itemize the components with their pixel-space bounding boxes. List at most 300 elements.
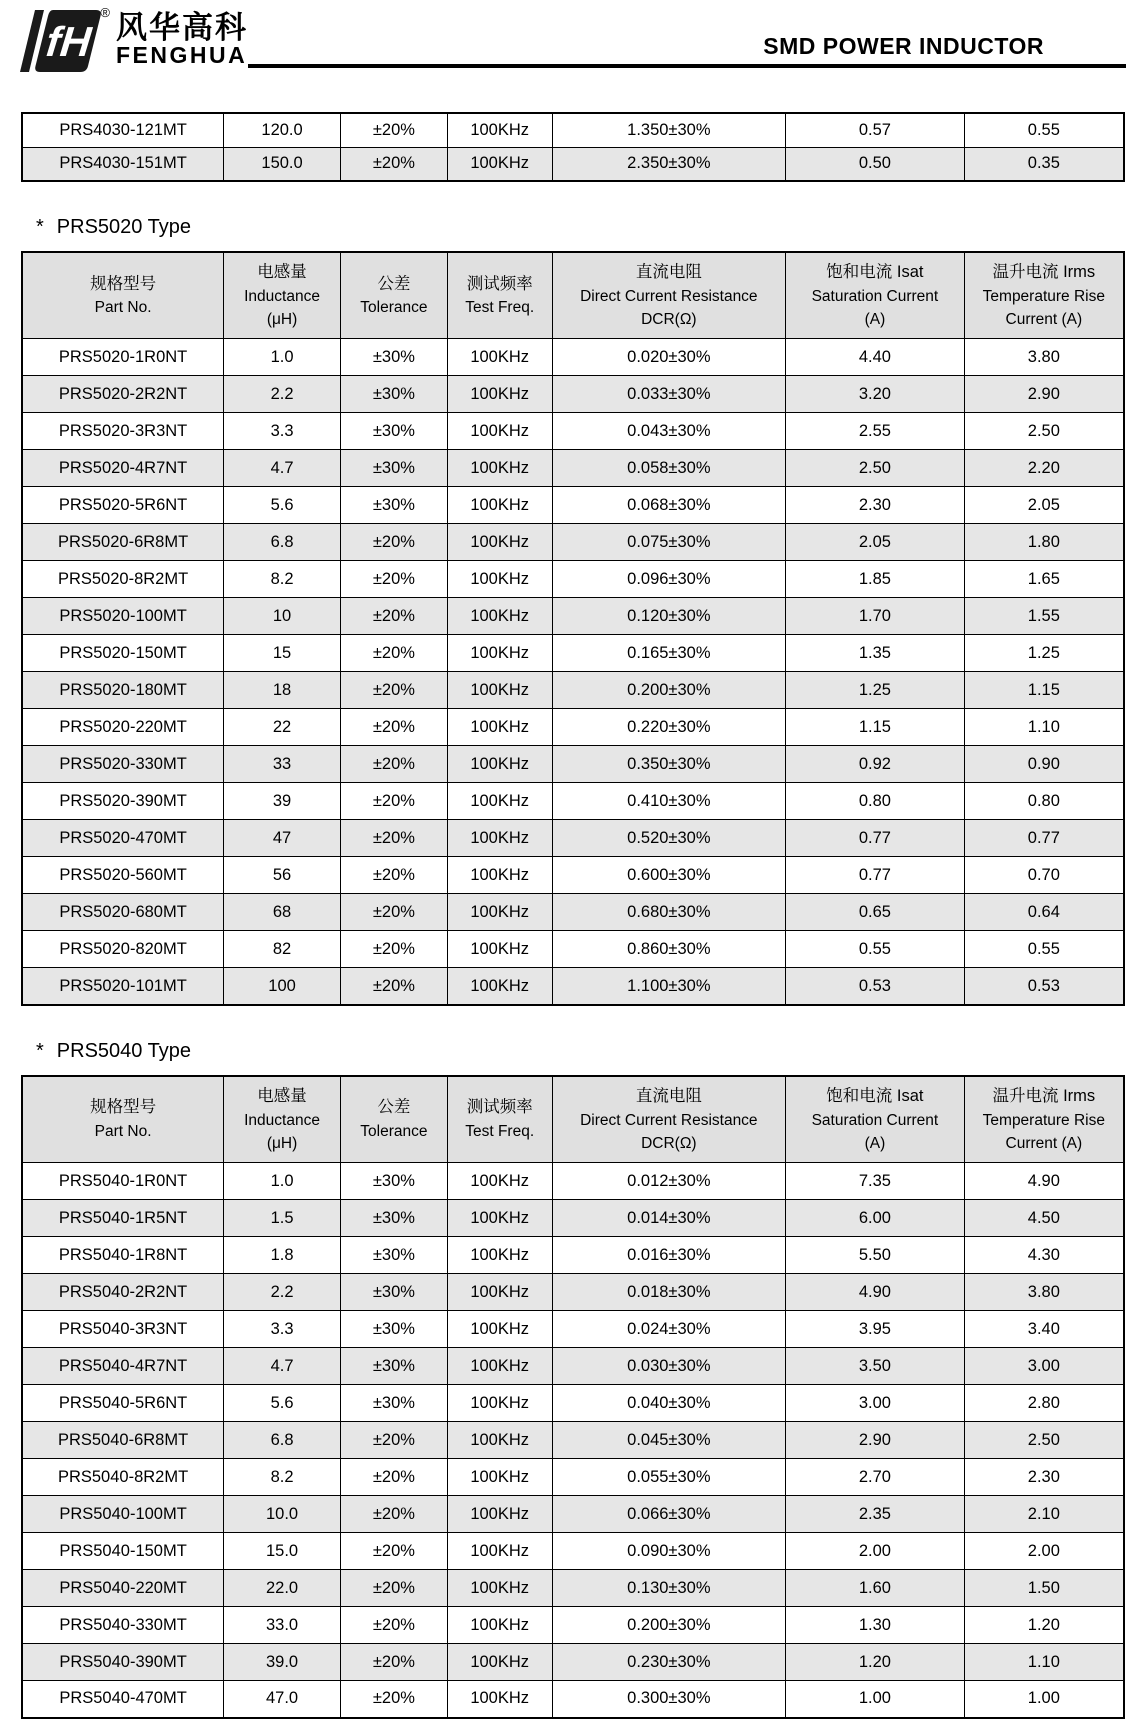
table-cell: 3.00 [786, 1385, 965, 1422]
table-cell: PRS5020-680MT [22, 894, 224, 931]
table-row [22, 147, 1124, 181]
table-cell: 3.80 [964, 1274, 1124, 1311]
table-cell: PRS4030-121MT [22, 113, 224, 147]
table-cell: 1.60 [786, 1570, 965, 1607]
table-row [22, 376, 1124, 413]
column-header-line: 公差 [377, 1098, 411, 1117]
table-cell: 2.70 [786, 1459, 965, 1496]
table-body [22, 1163, 1124, 1718]
table-cell: ±20% [340, 1422, 447, 1459]
table-cell: 15 [224, 635, 341, 672]
table-cell: 0.165±30% [552, 635, 786, 672]
table-cell: 100KHz [447, 746, 552, 783]
table-cell: PRS5040-8R2MT [22, 1459, 224, 1496]
table-cell: 0.35 [964, 147, 1124, 181]
table-cell: 0.068±30% [552, 487, 786, 524]
table-head [22, 1076, 1124, 1163]
column-header-line: Inductance [244, 1111, 320, 1129]
table-cell: 0.016±30% [552, 1237, 786, 1274]
table-cell: 39 [224, 783, 341, 820]
table-cell: 68 [224, 894, 341, 931]
table-cell: PRS5020-3R3NT [22, 413, 224, 450]
table-cell: 100KHz [447, 413, 552, 450]
table-cell: PRS5020-560MT [22, 857, 224, 894]
table-cell: 3.20 [786, 376, 965, 413]
table-cell: 1.30 [786, 1607, 965, 1644]
table-cell: 8.2 [224, 1459, 341, 1496]
table-row [22, 931, 1124, 968]
table-cell: 4.90 [964, 1163, 1124, 1200]
table-cell: 2.05 [964, 487, 1124, 524]
table-cell: 1.00 [786, 1681, 965, 1718]
table-cell: ±20% [340, 561, 447, 598]
table-cell: ±30% [340, 1163, 447, 1200]
table-cell: 100KHz [447, 1533, 552, 1570]
table-cell: 2.30 [964, 1459, 1124, 1496]
table-cell: ±20% [340, 635, 447, 672]
table-cell: ±30% [340, 1200, 447, 1237]
table-cell: PRS5040-1R0NT [22, 1163, 224, 1200]
table-header-row [22, 252, 1124, 339]
table-cell: PRS5020-220MT [22, 709, 224, 746]
table-cell: 1.100±30% [552, 968, 786, 1005]
table-cell: 4.90 [786, 1274, 965, 1311]
header-rule [248, 10, 1126, 68]
table-cell: 5.6 [224, 487, 341, 524]
table-cell: 0.066±30% [552, 1496, 786, 1533]
table-cell: ±20% [340, 857, 447, 894]
table-cell: 1.20 [786, 1644, 965, 1681]
table-cell: ±20% [340, 1644, 447, 1681]
page-header [0, 0, 1146, 100]
table-cell: ±20% [340, 1570, 447, 1607]
table-cell: PRS5020-8R2MT [22, 561, 224, 598]
table-cell: PRS5020-330MT [22, 746, 224, 783]
table-cell: ±20% [340, 894, 447, 931]
table-cell: ±30% [340, 1385, 447, 1422]
table-cell: 0.55 [786, 931, 965, 968]
table-cell: 0.350±30% [552, 746, 786, 783]
section-title: PRS5020 Type [56, 216, 191, 238]
table-row [22, 487, 1124, 524]
table-cell: 10.0 [224, 1496, 341, 1533]
table-cell: ±20% [340, 598, 447, 635]
column-header-line: Temperature Rise [982, 1111, 1105, 1129]
table-body [22, 113, 1124, 181]
table-cell: 56 [224, 857, 341, 894]
column-header [22, 1076, 224, 1163]
table-cell: 0.860±30% [552, 931, 786, 968]
table-row [22, 820, 1124, 857]
table-cell: 2.10 [964, 1496, 1124, 1533]
table-cell: 100KHz [447, 894, 552, 931]
table-cell: 100KHz [447, 820, 552, 857]
column-header [964, 1076, 1124, 1163]
table-cell: 3.40 [964, 1311, 1124, 1348]
table-cell: 2.55 [786, 413, 965, 450]
table-cell: PRS5040-1R5NT [22, 1200, 224, 1237]
column-header-line: DCR(Ω) [641, 311, 697, 328]
column-header [22, 252, 224, 339]
table-row [22, 1644, 1124, 1681]
prs5020-table [21, 251, 1125, 1006]
table-cell: 0.50 [786, 147, 965, 181]
table-row [22, 524, 1124, 561]
table-cell: 0.045±30% [552, 1422, 786, 1459]
table-row [22, 968, 1124, 1005]
table-cell: 150.0 [224, 147, 341, 181]
table-cell: PRS5020-1R0NT [22, 339, 224, 376]
table-cell: ±20% [340, 1681, 447, 1718]
table-cell: PRS5040-150MT [22, 1533, 224, 1570]
table-cell: 1.80 [964, 524, 1124, 561]
table-cell: 4.50 [964, 1200, 1124, 1237]
section-marker: * [36, 1039, 44, 1062]
table-cell: 3.95 [786, 1311, 965, 1348]
table-cell: 0.70 [964, 857, 1124, 894]
table-row [22, 1607, 1124, 1644]
table-cell: PRS5040-5R6NT [22, 1385, 224, 1422]
table-cell: PRS5020-150MT [22, 635, 224, 672]
table-cell: 15.0 [224, 1533, 341, 1570]
column-header-line: 饱和电流 Isat [826, 1086, 924, 1105]
column-header [552, 1076, 786, 1163]
table-cell: 1.65 [964, 561, 1124, 598]
table-cell: 100KHz [447, 1163, 552, 1200]
table-cell: PRS5040-330MT [22, 1607, 224, 1644]
table-cell: 0.77 [786, 857, 965, 894]
table-cell: 7.35 [786, 1163, 965, 1200]
table-row [22, 561, 1124, 598]
table-cell: PRS5020-470MT [22, 820, 224, 857]
column-header-line: DCR(Ω) [641, 1134, 697, 1152]
table-cell: ±20% [340, 746, 447, 783]
table-cell: 100KHz [447, 635, 552, 672]
column-header [340, 1076, 447, 1163]
table-cell: 0.220±30% [552, 709, 786, 746]
table-cell: 2.350±30% [552, 147, 786, 181]
table-row [22, 1533, 1124, 1570]
table-head [22, 252, 1124, 339]
table-cell: 0.80 [964, 783, 1124, 820]
table-cell: PRS4030-151MT [22, 147, 224, 181]
table-cell: 4.7 [224, 1348, 341, 1385]
table-cell: 8.2 [224, 561, 341, 598]
column-header-line: 饱和电流 Isat [826, 263, 924, 281]
table-cell: 6.00 [786, 1200, 965, 1237]
table-cell: 0.57 [786, 113, 965, 147]
table-cell: 1.5 [224, 1200, 341, 1237]
column-header [447, 1076, 552, 1163]
table-cell: 100KHz [447, 1607, 552, 1644]
fenghua-logo-icon [20, 5, 110, 72]
column-header-line: 电感量 [257, 1086, 307, 1105]
column-header-line: 公差 [377, 274, 411, 293]
table-cell: ±20% [340, 931, 447, 968]
table-cell: PRS5040-6R8MT [22, 1422, 224, 1459]
table-cell: 1.25 [964, 635, 1124, 672]
table-cell: 100KHz [447, 1311, 552, 1348]
table-cell: ±20% [340, 783, 447, 820]
column-header-line: (A) [864, 311, 886, 328]
table-cell: PRS5040-220MT [22, 1570, 224, 1607]
table-cell: 2.50 [964, 413, 1124, 450]
table-cell: 0.020±30% [552, 339, 786, 376]
table-cell: 2.05 [786, 524, 965, 561]
table-cell: 1.85 [786, 561, 965, 598]
table-row [22, 1681, 1124, 1718]
column-header [224, 252, 341, 339]
section-title: PRS5040 Type [56, 1039, 191, 1062]
column-header-line: 直流电阻 [635, 263, 702, 281]
table-cell: PRS5020-6R8MT [22, 524, 224, 561]
table-row [22, 113, 1124, 147]
table-cell: 100KHz [447, 1422, 552, 1459]
table-cell: 100KHz [447, 1459, 552, 1496]
table-row [22, 857, 1124, 894]
table-cell: 0.65 [786, 894, 965, 931]
table-row [22, 1348, 1124, 1385]
table-cell: 0.230±30% [552, 1644, 786, 1681]
table-body [22, 339, 1124, 1005]
table-cell: 5.6 [224, 1385, 341, 1422]
table-cell: 3.80 [964, 339, 1124, 376]
table-cell: 0.92 [786, 746, 965, 783]
column-header-line: Saturation Current [811, 287, 939, 305]
column-header-line: Test Freq. [465, 1123, 535, 1141]
table-cell: PRS5020-5R6NT [22, 487, 224, 524]
table-cell: 0.058±30% [552, 450, 786, 487]
column-header-line: Temperature Rise [982, 287, 1105, 305]
table-cell: 39.0 [224, 1644, 341, 1681]
table-cell: 2.20 [964, 450, 1124, 487]
table-cell: 0.012±30% [552, 1163, 786, 1200]
table-cell: 33 [224, 746, 341, 783]
table-cell: 0.53 [964, 968, 1124, 1005]
column-header-line: Saturation Current [811, 1111, 939, 1129]
table-row [22, 783, 1124, 820]
table-cell: 1.0 [224, 1163, 341, 1200]
table-cell: ±30% [340, 1348, 447, 1385]
brand-text [116, 10, 248, 68]
table-cell: 4.30 [964, 1237, 1124, 1274]
table-cell: 2.90 [964, 376, 1124, 413]
column-header-line: (A) [864, 1134, 886, 1152]
section-heading-prs5040 [36, 1040, 1146, 1063]
table-cell: ±30% [340, 1311, 447, 1348]
table-cell: 6.8 [224, 1422, 341, 1459]
table-cell: ±20% [340, 1496, 447, 1533]
brand-name-en: FENGHUA [116, 42, 248, 68]
table-cell: 2.30 [786, 487, 965, 524]
table-cell: 1.25 [786, 672, 965, 709]
table-cell: ±20% [340, 1459, 447, 1496]
table-cell: PRS5020-100MT [22, 598, 224, 635]
table-cell: 0.64 [964, 894, 1124, 931]
column-header-line: 测试频率 [466, 1098, 533, 1117]
table-row [22, 1496, 1124, 1533]
column-header [786, 1076, 965, 1163]
table-cell: 100KHz [447, 524, 552, 561]
table-cell: 100KHz [447, 1496, 552, 1533]
table-cell: 0.024±30% [552, 1311, 786, 1348]
table-row [22, 450, 1124, 487]
table-row [22, 1570, 1124, 1607]
table-cell: 3.3 [224, 1311, 341, 1348]
table-cell: 100KHz [447, 1274, 552, 1311]
table-cell: PRS5020-390MT [22, 783, 224, 820]
table-cell: 0.80 [786, 783, 965, 820]
table-cell: 18 [224, 672, 341, 709]
table-cell: PRS5040-100MT [22, 1496, 224, 1533]
table-cell: 1.00 [964, 1681, 1124, 1718]
table-row [22, 1311, 1124, 1348]
table-cell: 2.90 [786, 1422, 965, 1459]
table-row [22, 635, 1124, 672]
table-cell: 120.0 [224, 113, 341, 147]
table-cell: 0.77 [786, 820, 965, 857]
table-cell: 0.520±30% [552, 820, 786, 857]
column-header-line: Current (A) [1005, 1134, 1083, 1152]
table-cell: 100KHz [447, 376, 552, 413]
table-cell: 1.15 [964, 672, 1124, 709]
table-cell: 0.030±30% [552, 1348, 786, 1385]
table-cell: 2.00 [964, 1533, 1124, 1570]
table-cell: 0.90 [964, 746, 1124, 783]
table-cell: 4.40 [786, 339, 965, 376]
table-cell: 0.018±30% [552, 1274, 786, 1311]
table-cell: 6.8 [224, 524, 341, 561]
table-cell: 1.20 [964, 1607, 1124, 1644]
table-cell: 22 [224, 709, 341, 746]
column-header-line: Tolerance [360, 1123, 428, 1141]
column-header [786, 252, 965, 339]
table-cell: ±30% [340, 376, 447, 413]
table-cell: 1.50 [964, 1570, 1124, 1607]
table-row [22, 1200, 1124, 1237]
table-cell: ±30% [340, 1237, 447, 1274]
column-header-line: Direct Current Resistance [580, 287, 758, 305]
table-cell: 100KHz [447, 857, 552, 894]
column-header-line: Tolerance [360, 299, 428, 317]
column-header [224, 1076, 341, 1163]
table-cell: 0.680±30% [552, 894, 786, 931]
table-cell: ±20% [340, 1607, 447, 1644]
column-header [447, 252, 552, 339]
table-cell: 0.075±30% [552, 524, 786, 561]
column-header-line: Inductance [244, 287, 320, 305]
table-cell: 100KHz [447, 783, 552, 820]
column-header-line: 电感量 [257, 263, 307, 281]
table-row [22, 1163, 1124, 1200]
table-row [22, 339, 1124, 376]
table-cell: 2.00 [786, 1533, 965, 1570]
table-cell: 1.350±30% [552, 113, 786, 147]
column-header-line: (μH) [266, 311, 298, 328]
table-cell: 2.35 [786, 1496, 965, 1533]
prs5040-table [21, 1075, 1125, 1719]
table-header-row [22, 1076, 1124, 1163]
table-cell: ±20% [340, 1533, 447, 1570]
table-cell: ±20% [340, 672, 447, 709]
table-cell: 100KHz [447, 1237, 552, 1274]
table-cell: 1.10 [964, 1644, 1124, 1681]
column-header-line: Test Freq. [465, 299, 535, 317]
column-header [340, 252, 447, 339]
table-cell: 3.00 [964, 1348, 1124, 1385]
table-cell: 100KHz [447, 709, 552, 746]
column-header-line: 规格型号 [90, 274, 157, 293]
table-cell: PRS5040-4R7NT [22, 1348, 224, 1385]
table-cell: ±30% [340, 339, 447, 376]
prs4030-continuation-table [21, 112, 1125, 182]
table-cell: PRS5020-4R7NT [22, 450, 224, 487]
table-row [22, 598, 1124, 635]
table-cell: 2.80 [964, 1385, 1124, 1422]
table-cell: 0.096±30% [552, 561, 786, 598]
table-row [22, 894, 1124, 931]
column-header-line: Direct Current Resistance [580, 1111, 758, 1129]
table-cell: 47 [224, 820, 341, 857]
table-cell: 1.55 [964, 598, 1124, 635]
table-cell: ±30% [340, 413, 447, 450]
table-cell: 100KHz [447, 1681, 552, 1718]
table-cell: ±20% [340, 147, 447, 181]
column-header-line: 温升电流 Irms [992, 263, 1096, 281]
table-cell: 2.2 [224, 376, 341, 413]
table-cell: 1.10 [964, 709, 1124, 746]
table-cell: ±20% [340, 709, 447, 746]
section-heading-prs5020 [36, 216, 1146, 239]
table-cell: 0.55 [964, 931, 1124, 968]
table-cell: 100KHz [447, 598, 552, 635]
table-cell: 1.15 [786, 709, 965, 746]
svg-text:fH: fH [44, 18, 94, 65]
fenghua-logo [20, 5, 248, 72]
column-header [552, 252, 786, 339]
table-cell: 5.50 [786, 1237, 965, 1274]
registered-trademark: ® [100, 5, 110, 20]
table-row [22, 1385, 1124, 1422]
table-cell: 100KHz [447, 487, 552, 524]
column-header-line: 直流电阻 [635, 1086, 702, 1105]
table-cell: 0.200±30% [552, 1607, 786, 1644]
table-cell: 1.0 [224, 339, 341, 376]
table-cell: 22.0 [224, 1570, 341, 1607]
table-cell: 0.040±30% [552, 1385, 786, 1422]
table-cell: 0.090±30% [552, 1533, 786, 1570]
table-cell: ±30% [340, 487, 447, 524]
column-header-line: (μH) [266, 1134, 298, 1152]
column-header [964, 252, 1124, 339]
table-cell: 10 [224, 598, 341, 635]
table-cell: ±20% [340, 113, 447, 147]
table-cell: 100KHz [447, 968, 552, 1005]
table-cell: 0.130±30% [552, 1570, 786, 1607]
table-cell: 3.50 [786, 1348, 965, 1385]
table-cell: 82 [224, 931, 341, 968]
table-cell: 100KHz [447, 450, 552, 487]
table-cell: 100KHz [447, 1570, 552, 1607]
table-cell: 0.055±30% [552, 1459, 786, 1496]
table-cell: PRS5020-2R2NT [22, 376, 224, 413]
table-row [22, 1422, 1124, 1459]
table-cell: ±30% [340, 450, 447, 487]
table-cell: 100KHz [447, 113, 552, 147]
table-row [22, 1237, 1124, 1274]
table-cell: 2.2 [224, 1274, 341, 1311]
table-cell: 100KHz [447, 339, 552, 376]
